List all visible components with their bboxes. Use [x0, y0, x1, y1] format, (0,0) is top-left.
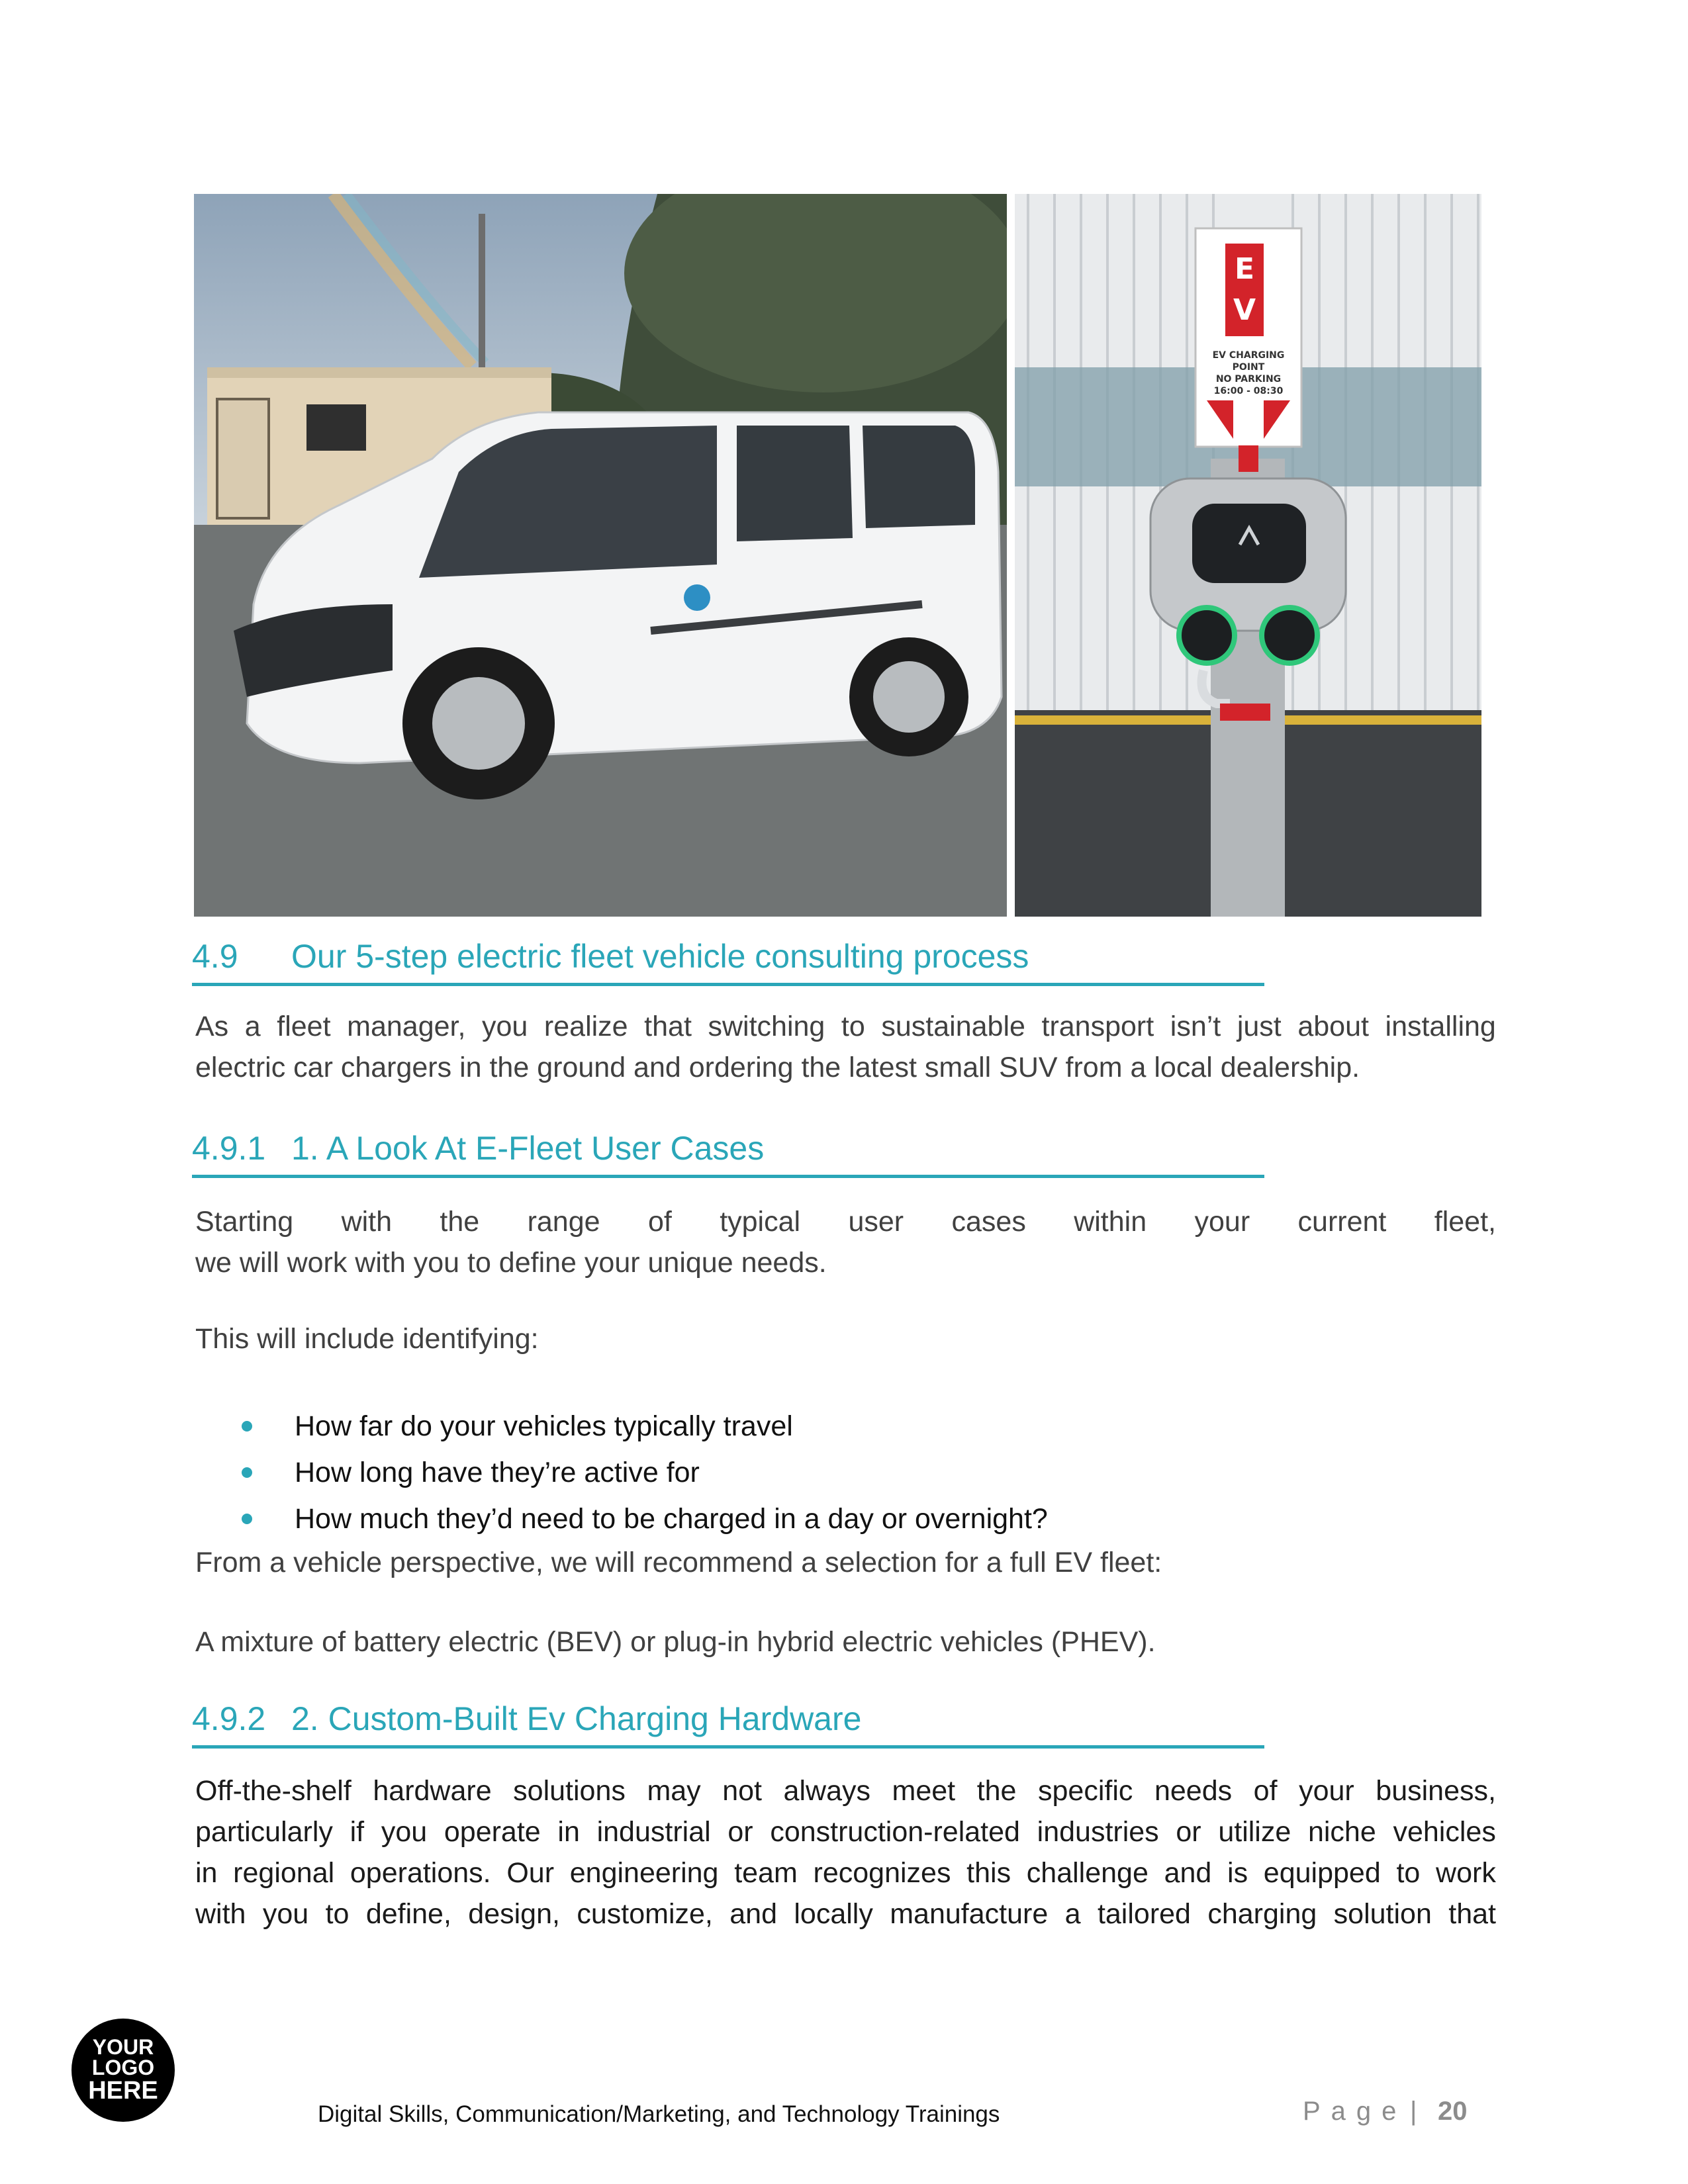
word: challenge — [1026, 1857, 1149, 1889]
word: to — [1396, 1857, 1421, 1889]
word: range — [527, 1206, 600, 1238]
word: fleet, — [1434, 1206, 1496, 1238]
bullet-dot-icon — [242, 1421, 252, 1432]
word: vehicles — [1393, 1816, 1496, 1848]
list-item — [242, 1449, 1048, 1496]
word: with — [341, 1206, 393, 1238]
word: engineering — [569, 1857, 719, 1889]
word: Our — [506, 1857, 555, 1889]
word: solution — [1333, 1898, 1432, 1930]
word: and — [729, 1898, 777, 1930]
word: of — [1253, 1775, 1278, 1807]
word: equipped — [1263, 1857, 1381, 1889]
word: typical — [720, 1206, 801, 1238]
sign-line-2: POINT — [1232, 362, 1265, 373]
section-number: 4.9 — [192, 938, 238, 975]
word: the — [976, 1775, 1017, 1807]
word: meet — [892, 1775, 956, 1807]
word: the — [440, 1206, 480, 1238]
list-item-text: How long have they’re active for — [295, 1457, 700, 1488]
word: may — [647, 1775, 701, 1807]
page-label: Page — [1303, 2097, 1407, 2126]
word: operate — [444, 1816, 541, 1848]
section-4-9-2-heading — [192, 1692, 1264, 1749]
word: design, — [468, 1898, 560, 1930]
word: your — [1194, 1206, 1250, 1238]
mixture-text: A mixture of battery electric (BEV) or plug-in hybrid electric vehicles (PHEV). — [195, 1626, 1156, 1658]
word: utilize — [1218, 1816, 1291, 1848]
word: or — [727, 1816, 753, 1848]
section-title: 1. A Look At E-Fleet User Cases — [291, 1130, 765, 1167]
word: in — [195, 1857, 218, 1889]
word: charging — [1207, 1898, 1317, 1930]
logo-line: YOUR — [92, 2035, 154, 2059]
body-line — [195, 1770, 1496, 1811]
word: locally — [794, 1898, 873, 1930]
word: solutions — [513, 1775, 626, 1807]
sign-line-1: EV CHARGING — [1212, 350, 1285, 361]
word: operations. — [350, 1857, 491, 1889]
section-4-9-heading — [192, 930, 1264, 986]
word: work — [1436, 1857, 1496, 1889]
word: tailored — [1097, 1898, 1191, 1930]
list-item — [242, 1403, 1048, 1449]
word: user — [848, 1206, 904, 1238]
word: your — [1299, 1775, 1354, 1807]
word: regional — [233, 1857, 335, 1889]
vehicle-perspective-text: From a vehicle perspective, we will recommend a selection for a full EV fleet: — [195, 1547, 1162, 1578]
word: a — [1064, 1898, 1081, 1930]
section-title: Our 5-step electric fleet vehicle consulting process — [291, 938, 1029, 975]
word: manufacture — [890, 1898, 1049, 1930]
sign-letter-e: E — [1234, 252, 1255, 286]
word: industrial — [596, 1816, 711, 1848]
include-text: This will include identifying: — [195, 1323, 539, 1355]
word: team — [734, 1857, 798, 1889]
section-4-9-1-heading — [192, 1122, 1264, 1178]
intro-line: electric car chargers in the ground and ordering the latest small SUV from a local dealership. — [195, 1052, 1360, 1083]
word: not — [722, 1775, 762, 1807]
word: you — [482, 1011, 528, 1042]
page-separator: | — [1410, 2097, 1417, 2126]
list-item-text: How far do your vehicles typically travel — [295, 1410, 793, 1442]
word: in — [557, 1816, 580, 1848]
word: industries — [1037, 1816, 1159, 1848]
sign-line-4: 16:00 - 08:30 — [1213, 386, 1284, 396]
logo — [71, 2019, 175, 2122]
word: within — [1074, 1206, 1147, 1238]
word: if — [350, 1816, 365, 1848]
list-item-text: How much they’d need to be charged in a day or overnight? — [295, 1503, 1048, 1535]
van-photo — [194, 194, 1007, 917]
word: you — [262, 1898, 309, 1930]
word: you — [381, 1816, 428, 1848]
word: current — [1297, 1206, 1387, 1238]
white-van-icon — [194, 194, 1007, 917]
logo-line: HERE — [88, 2077, 158, 2105]
word: is — [1227, 1857, 1248, 1889]
word: of — [647, 1206, 672, 1238]
word: or — [1176, 1816, 1201, 1848]
section-title: 2. Custom-Built Ev Charging Hardware — [291, 1700, 862, 1737]
intro-line: we will work with you to define your unique needs. — [195, 1247, 827, 1279]
word: and — [1164, 1857, 1212, 1889]
word: As — [195, 1011, 229, 1042]
ev-charger-icon — [1015, 194, 1481, 917]
intro-line — [195, 1006, 1496, 1047]
word: about — [1297, 1011, 1369, 1042]
word: cases — [951, 1206, 1026, 1238]
body-line — [195, 1852, 1496, 1893]
body-line — [195, 1811, 1496, 1852]
body-line — [195, 1893, 1496, 1934]
section-4-9-2-body — [195, 1770, 1496, 1934]
word: installing — [1385, 1011, 1496, 1042]
word: manager, — [347, 1011, 466, 1042]
word: particularly — [195, 1816, 333, 1848]
page-number: 20 — [1438, 2097, 1468, 2126]
word: switching — [708, 1011, 825, 1042]
bullet-dot-icon — [242, 1514, 252, 1524]
word: to — [325, 1898, 350, 1930]
justified-line — [195, 1201, 1496, 1242]
word: isn’t — [1170, 1011, 1221, 1042]
word: always — [783, 1775, 870, 1807]
word: transport — [1041, 1011, 1154, 1042]
word: specific — [1038, 1775, 1133, 1807]
word: that — [644, 1011, 692, 1042]
word: just — [1237, 1011, 1282, 1042]
list-item — [242, 1496, 1048, 1542]
word: recognizes — [813, 1857, 951, 1889]
word: realize — [543, 1011, 628, 1042]
sign-line-3: NO PARKING — [1215, 374, 1282, 385]
section-4-9-1-intro — [195, 1201, 1496, 1283]
section-number: 4.9.2 — [192, 1700, 266, 1737]
bullet-list — [242, 1403, 1048, 1542]
word: a — [244, 1011, 261, 1042]
word: customize, — [577, 1898, 713, 1930]
word: Starting — [195, 1206, 294, 1238]
bullet-dot-icon — [242, 1467, 252, 1478]
section-number: 4.9.1 — [192, 1130, 266, 1167]
word: fleet — [277, 1011, 331, 1042]
word: business, — [1376, 1775, 1496, 1807]
word: to — [841, 1011, 865, 1042]
word: hardware — [373, 1775, 492, 1807]
word: that — [1448, 1898, 1496, 1930]
word: with — [195, 1898, 246, 1930]
logo-line: LOGO — [91, 2056, 155, 2079]
word: define, — [365, 1898, 451, 1930]
word: niche — [1307, 1816, 1376, 1848]
word: construction-related — [770, 1816, 1020, 1848]
word: sustainable — [881, 1011, 1025, 1042]
sign-letter-v: V — [1233, 293, 1256, 327]
word: Off-the-shelf — [195, 1775, 352, 1807]
word: this — [966, 1857, 1011, 1889]
charger-photo — [1015, 194, 1481, 917]
section-4-9-intro — [195, 1006, 1496, 1088]
word: needs — [1154, 1775, 1233, 1807]
footer-text: Digital Skills, Communication/Marketing, and Technology Trainings — [318, 2101, 1000, 2127]
